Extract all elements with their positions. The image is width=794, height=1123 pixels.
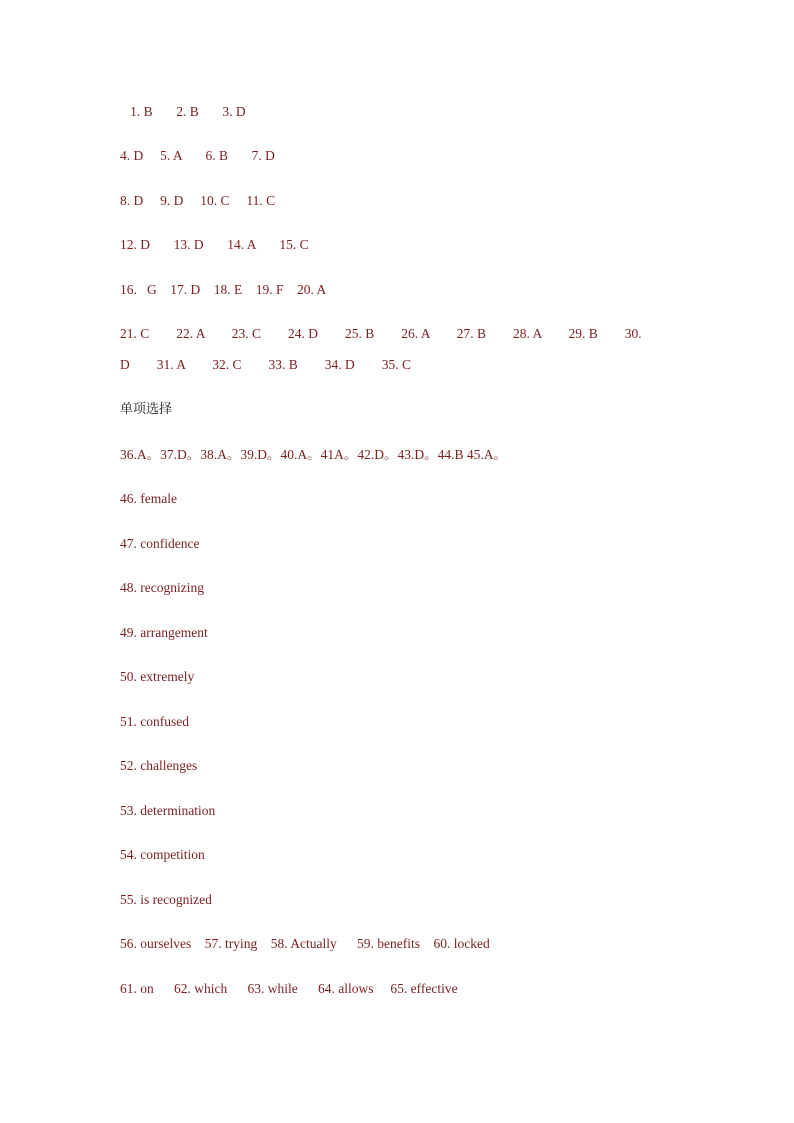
answer-line-21-30: 21. C 22. A 23. C 24. D 25. B 26. A 27. B 28. A 29. B 30. (120, 326, 642, 341)
answer-line-56-60: 56. ourselves 57. trying 58. Actually 59. benefits 60. locked (120, 936, 490, 951)
answer-line-61-65: 61. on 62. which 63. while 64. allows 65. effective (120, 981, 458, 996)
answer-line-8-11: 8. D 9. D 10. C 11. C (120, 193, 276, 208)
answer-51: 51. confused (120, 714, 189, 729)
answer-53: 53. determination (120, 803, 216, 818)
answer-line-12-15: 12. D 13. D 14. A 15. C (120, 237, 309, 252)
answer-50: 50. extremely (120, 669, 195, 684)
answer-54: 54. competition (120, 847, 205, 862)
answer-55: 55. is recognized (120, 892, 212, 907)
answer-48: 48. recognizing (120, 580, 204, 595)
answer-line-4-7: 4. D 5. A 6. B 7. D (120, 148, 275, 163)
answer-line-1-3: 1. B 2. B 3. D (120, 104, 246, 119)
answer-line-36-45: 36.A。37.D。38.A。39.D。40.A。41A。42.D。43.D。44.B 45.A。 (120, 447, 507, 462)
answer-47: 47. confidence (120, 536, 200, 551)
answer-52: 52. challenges (120, 758, 198, 773)
section-heading: 单项选择 (120, 402, 173, 417)
answer-46: 46. female (120, 491, 177, 506)
answer-49: 49. arrangement (120, 625, 208, 640)
answer-line-16-20: 16. G 17. D 18. E 19. F 20. A (120, 282, 327, 297)
answer-line-30-35: D 31. A 32. C 33. B 34. D 35. C (120, 357, 412, 372)
